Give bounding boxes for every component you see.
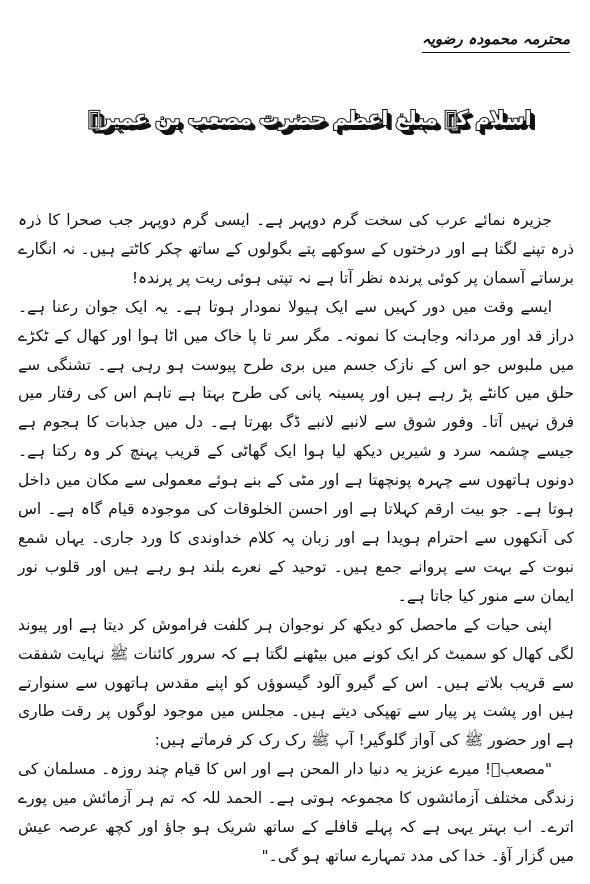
article-title-text: اسلام کے مبلغ اعظم حضرت مصعب بن عمیرؓ: [88, 106, 532, 130]
paragraph-quote: "مصعبؓ! میرے عزیز یہ دنیا دار المحن ہے اور اس کا قیام چند روزہ۔ مسلمان کی زندگی مختلف آزمائشوں کا مجموعہ ہوتی ہے۔ الحمد للہ کہ تم ہر آزمائش میں پورے اترے۔ اب بہتر یہی ہے کہ پہلے قافلے کے ساتھ شریک ہو جاؤ اور کچھ عرصہ عیش میں گزار آؤ۔ خدا کی مدد تمہارے ساتھ ہو گی۔": [18, 760, 574, 865]
author-byline: محترمہ محمودہ رضویہ: [422, 30, 570, 53]
paragraph: جزیرہ نمائے عرب کی سخت گرم دوپہر ہے۔ ایسی گرم دوپہر جب صحرا کا ذرہ ذرہ تپنے لگتا ہے اور درختوں کے سوکھے پتے بگولوں کے ساتھ چکر کاٹتے ہیں۔ نہ انگارے برساتے آسمان پر کوئی پرندہ نظر آتا ہے نہ تپتی ہوئی ریت پر پرندہ!: [18, 211, 574, 287]
article-body: [18, 206, 574, 871]
paragraph: اپنی حیات کے ماحصل کو دیکھ کر نوجوان ہر کلفت فراموش کر دیتا ہے اور پیوند لگی کھال کو سمیٹ کر ایک کونے میں بیٹھنے لگتا ہے کہ سرور کائنات ﷺ نہایت شفقت سے قریب بلاتے ہیں۔ اس کے گیرو آلود گیسوؤں کو اپنے مقدس ہاتھوں سے سنوارتے ہیں اور پشت پر پیار سے تھپکی دیتے ہیں۔ مجلس میں موجود لوگوں پر رقت طاری ہے اور حضور ﷺ کی آواز گلوگیر! آپ ﷺ رک رک کر فرماتے ہیں:: [18, 615, 574, 750]
article-title: [80, 84, 540, 152]
paragraph: ایسے وقت میں دور کہیں سے ایک ہیولا نمودار ہوتا ہے۔ یہ ایک جوان رعنا ہے۔ دراز قد اور مردانہ وجاہت کا نمونہ۔ مگر سر تا پا خاک میں اٹا ہوا اور کھال کے ٹکڑے میں ملبوس جو اس کے نازک جسم میں بری طرح پیوست ہو رہی ہے۔ تشنگی سے حلق میں کانٹے پڑ رہے ہیں اور پسینہ پانی کی طرح بہتا ہے تاہم اس کی رفتار میں فرق نہیں آتا۔ وفور شوق سے لانبے لانبے ڈگ بھرتا ہے۔ دل میں جذبات کا ہجوم ہے جیسے چشمہ سرد و شیریں دیکھ لیا ہوا ایک گھاٹی کے قریب پہنچ کر وہ رکتا ہے۔ دونوں ہاتھوں سے چہرہ پونچھتا ہے اور مٹی کے بنے ہوئے معمولی سے مکان میں داخل ہوتا ہے۔ جو بیت ارقم کہلاتا ہے اور احسن الخلوقات کی موجودہ قیام گاہ ہے۔ اس کی آنکھوں سے احترام ہویدا ہے اور زبان پہ کلام خداوندی کا ورد جاری۔ یہاں شمع نبوت کے بہت سے پروانے جمع ہیں۔ توحید کے نعرے بلند ہو رہے ہیں اور قلوب نور ایمان سے منور کیا جاتا ہے۔: [18, 297, 574, 605]
